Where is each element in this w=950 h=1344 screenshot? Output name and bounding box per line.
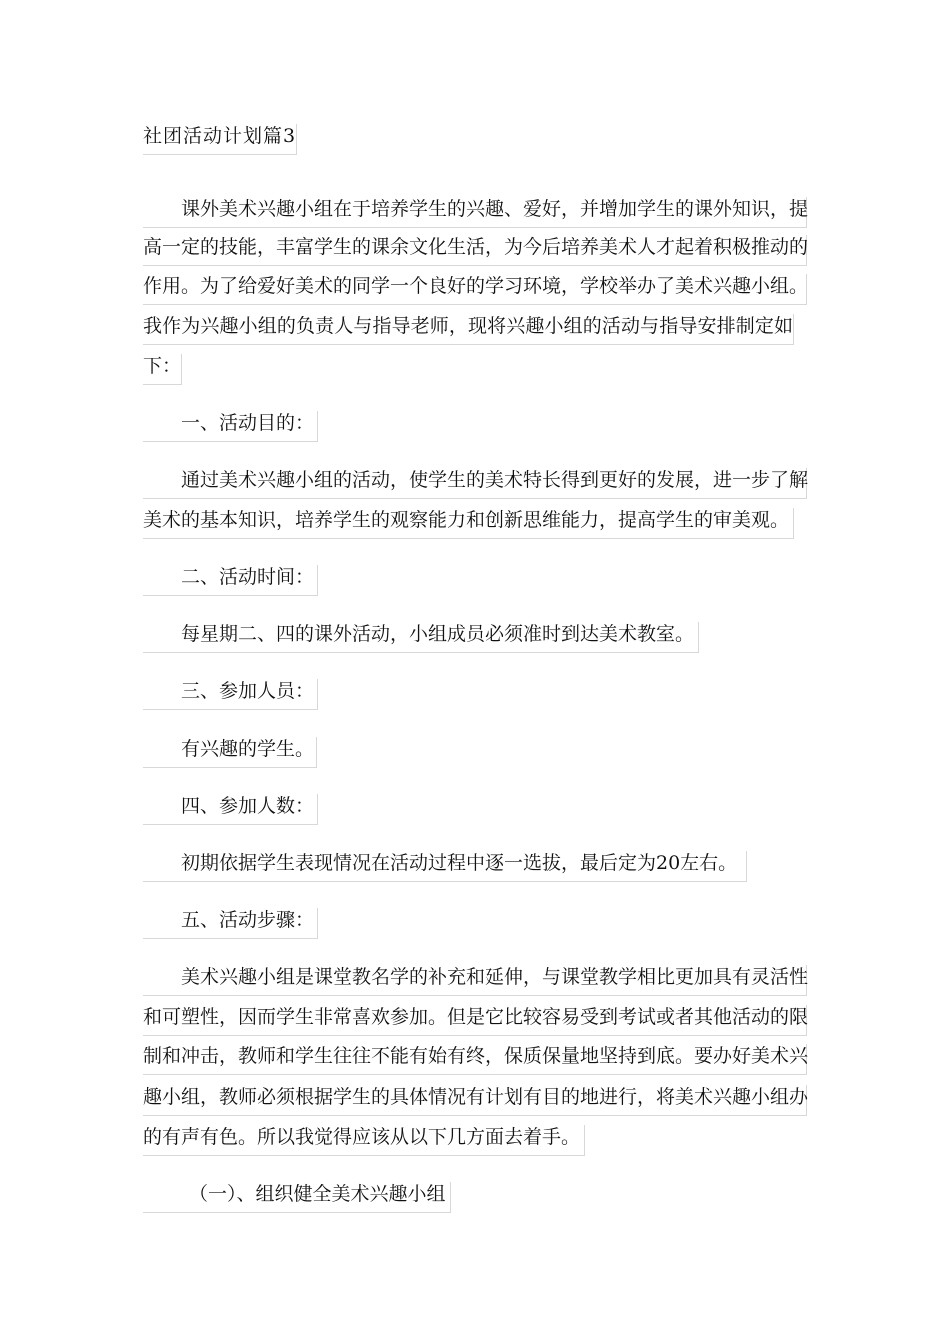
section-3-heading: 三、参加人员： bbox=[143, 679, 318, 710]
section-1-heading: 一、活动目的： bbox=[143, 411, 318, 442]
intro-line-3: 作用。为了给爱好美术的同学一个良好的学习环境，学校举办了美术兴趣小组。 bbox=[143, 274, 807, 305]
section-2-body: 每星期二、四的课外活动，小组成员必须准时到达美术教室。 bbox=[143, 622, 699, 653]
section-1-line-1: 通过美术兴趣小组的活动，使学生的美术特长得到更好的发展，进一步了解 bbox=[143, 468, 807, 499]
subsection-1-heading: （一）、组织健全美术兴趣小组 bbox=[143, 1182, 451, 1213]
section-5-heading: 五、活动步骤： bbox=[143, 908, 318, 939]
intro-line-4: 我作为兴趣小组的负责人与指导老师，现将兴趣小组的活动与指导安排制定如 bbox=[143, 314, 794, 345]
section-4-body: 初期依据学生表现情况在活动过程中逐一选拔，最后定为20左右。 bbox=[143, 851, 747, 882]
section-5-line-1: 美术兴趣小组是课堂教名学的补充和延伸，与课堂教学相比更加具有灵活性 bbox=[143, 965, 807, 996]
section-5-line-3: 制和冲击，教师和学生往往不能有始有终，保质保量地坚持到底。要办好美术兴 bbox=[143, 1044, 807, 1075]
section-1-line-2: 美术的基本知识，培养学生的观察能力和创新思维能力，提高学生的审美观。 bbox=[143, 508, 794, 539]
intro-line-1: 课外美术兴趣小组在于培养学生的兴趣、爱好，并增加学生的课外知识，提 bbox=[143, 197, 807, 228]
section-5-line-5: 的有声有色。所以我觉得应该从以下几方面去着手。 bbox=[143, 1125, 585, 1156]
intro-line-2: 高一定的技能，丰富学生的课余文化生活，为今后培养美术人才起着积极推动的 bbox=[143, 235, 807, 266]
section-3-body: 有兴趣的学生。 bbox=[143, 737, 317, 768]
section-5-line-2: 和可塑性，因而学生非常喜欢参加。但是它比较容易受到考试或者其他活动的限 bbox=[143, 1005, 807, 1036]
section-2-heading: 二、活动时间： bbox=[143, 565, 318, 596]
intro-line-5: 下： bbox=[143, 354, 182, 385]
document-title: 社团活动计划篇3 bbox=[143, 124, 297, 155]
section-4-heading: 四、参加人数： bbox=[143, 794, 318, 825]
section-5-line-4: 趣小组，教师必须根据学生的具体情况有计划有目的地进行，将美术兴趣小组办 bbox=[143, 1085, 807, 1116]
